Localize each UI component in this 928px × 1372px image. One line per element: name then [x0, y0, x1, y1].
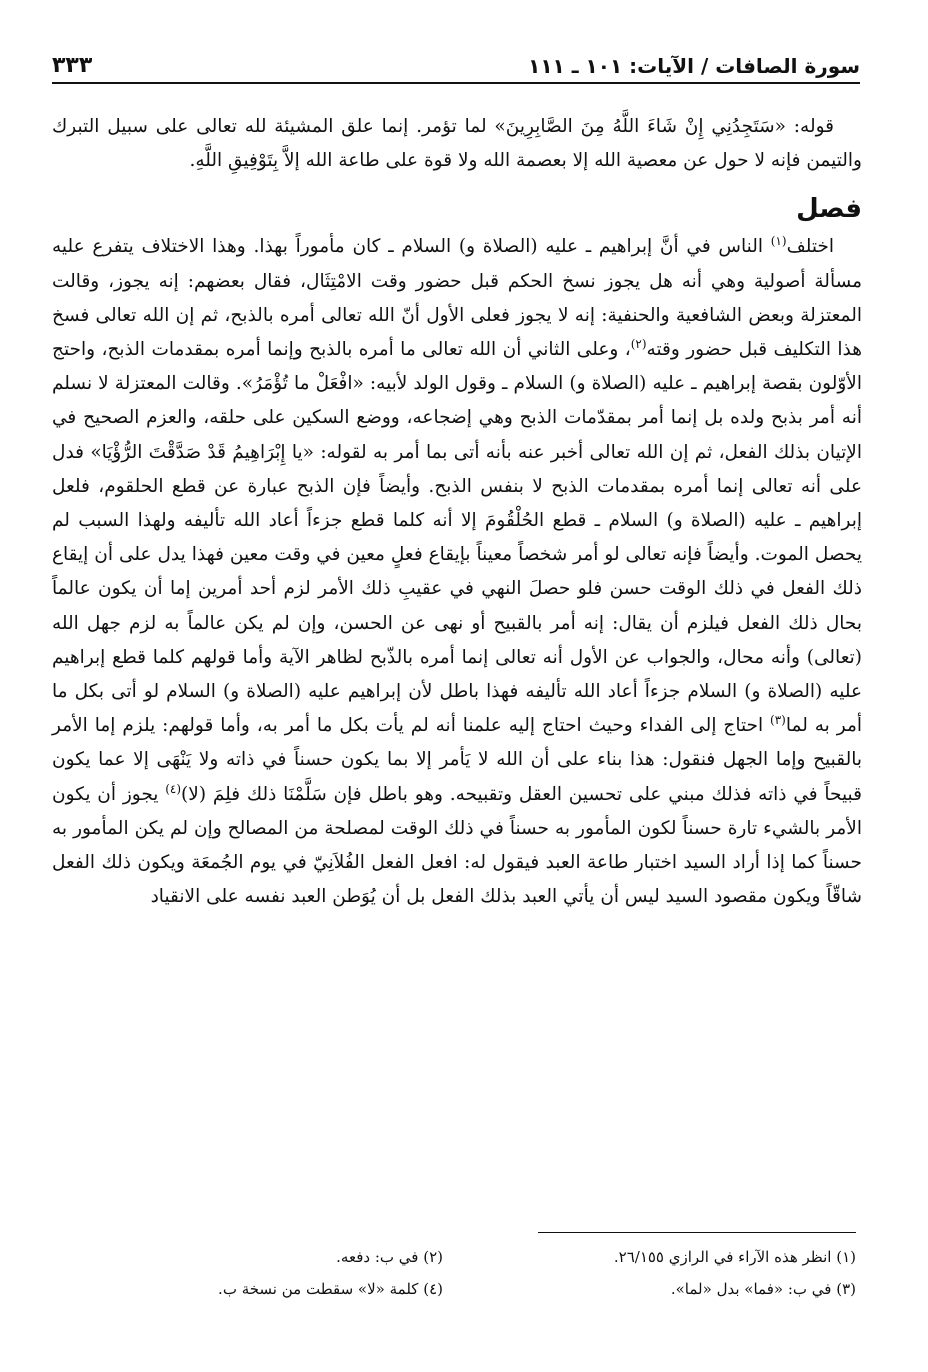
main-paragraph: [52, 230, 862, 914]
footnote-ref-3[interactable]: (٣): [770, 713, 786, 728]
intro-paragraph: قوله: «سَتَجِدُنِي إِنْ شَاءَ اللَّهُ مِنَ الصَّابِرِينَ» لما تؤمر. إنما علق المشيئة لله تعالى على سبيل التبرك والتيمن فإنه لا حول عن معصية الله إلا بعصمة الله ولا قوة على طاعة الله إلاَّ بِتَوْفِيقِ اللَّهِ.: [52, 116, 862, 172]
footnote-3: [483, 1276, 856, 1302]
footnote-text: في ب: «فما» بدل «لما».: [670, 1280, 832, 1298]
opening-word: اختلف: [786, 236, 834, 258]
paragraph-text-2: ، وعلى الثاني أن الله تعالى ما أمره بالذبح وإنما أمره بمقدمات الذبح، واحتج الأوّلون بقصة إبراهيم ـ عليه (الصلاة و) السلام ـ وقول الولد لأبيه: «افْعَلْ ما تُؤْمَرُ». وقالت المعتزلة لا نسلم أنه أمر بذبح ولده بل إنما أمر بمقدّمات الذبح وهي إضجاعه، ووضع السكين على حلقه، والعزم الصحيح في الإتيان بذلك الفعل، ثم إن الله تعالى أخبر عنه بأنه أتى بما أمر به لقوله: «يا إِبْرَاهِيمُ قَدْ صَدَّقْتَ الرُّؤْيَا» فدل على أنه تعالى إنما أمره بمقدمات الذبح لا بنفس الذبح. وأيضاً فإن الذبح عبارة عن قطع الحلقوم، فلعل إبراهيم ـ عليه (الصلاة و) السلام ـ قطع الحُلْقُومَ إلا أنه كلما قطع جزءاً أعاد الله تأليفه ولهذا السبب لم يحصل الموت. وأيضاً فإنه تعالى لو أمر شخصاً معيناً بإيقاع فعلٍ معين في وقت معين فهذا يدل على أن إيقاع ذلك الفعل في ذلك الوقت حسن فلو حصلَ النهي في عقيبِ ذلك الأمر لزم أحد أمرين إما أن يكون عالماً بحال ذلك الفعل فيلزم أن يقال: إنه أمر بالقبيح أو نهى عن الحسن، وإن لم يكن عالماً به لزم جهل الله (تعالى) وأنه محال، والجواب عن الأول أنه تعالى إنما أمره بالذّبح لظاهر الآية وأما قولهم كلما قطع إبراهيم عليه (الصلاة و) السلام جزءاً أعاد الله تأليفه فهذا باطل لأن إبراهيم عليه (الصلاة و) السلام لو أتى بكل ما أمر به لما: [52, 339, 862, 737]
footnote-text: في ب: دفعه.: [336, 1248, 419, 1266]
header-title: سورة الصافات / الآيات: ١٠١ ـ ١١١: [528, 54, 860, 78]
footnote-number: (٤): [423, 1280, 443, 1298]
page-number: ٣٣٣: [52, 53, 93, 78]
footnote-divider: [538, 1232, 856, 1233]
footnote-ref-2[interactable]: (٢): [630, 336, 647, 351]
footnote-number: (١): [836, 1248, 856, 1266]
footnote-text: انظر هذه الآراء في الرازي ٢٦/١٥٥.: [613, 1248, 832, 1266]
paragraph-text-4: يجوز أن يكون الأمر بالشيء تارة حسناً لكون المأمور به حسناً في ذلك الوقت لمصلحة من المصالح وإن لم يكن المأمور به حسناً كما إذا أراد السيد اختبار طاعة العبد فيقول له: افعل الفعل الفُلاَنِيّ في يوم الجُمعَة ويكون ذلك الفعل شاقّاً ويكون مقصود السيد ليس أن يأتي العبد بذلك الفعل بل أن يُوَطن العبد نفسه على الانقياد: [52, 783, 862, 908]
body-text: [52, 110, 862, 914]
footnote-ref-4[interactable]: (٤): [165, 781, 182, 796]
paragraph-text-3: احتاج إلى الفداء وحيث احتاج إليه علمنا أنه لم يأت بكل ما أمر به، وأما قولهم: يلزم إما الأمر بالقبيح وإما الجهل فنقول: هذا بناء على أن الله لا يَأمر إلا بما يكون حسناً في ذاته ولا يَنْهَى إلا عما يكون قبيحاً في ذاته فذلك مبني على تحسين العقل وتقبيحه. وهو باطل فإن سَلَّمْنَا ذلك فلِمَ (لا): [52, 715, 862, 805]
running-header: [52, 38, 860, 84]
footnote-2: [70, 1244, 443, 1270]
footnote-number: (٣): [836, 1280, 856, 1298]
footnote-ref-1[interactable]: (١): [770, 234, 787, 249]
section-heading: فصل: [796, 194, 862, 225]
paragraph-text-1: الناس في أنَّ إبراهيم ـ عليه (الصلاة و) السلام ـ كان مأموراً بهذا. وهذا الاختلاف يتفرع عليه مسألة أصولية وهي أنه هل يجوز نسخ الحكم قبل حضور وقت الامْتِثَال، فقال بعضهم: إنه يجوز، وقالت المعتزلة وبعض الشافعية والحنفية: إنه لا يجوز فعلى الأول أنّ الله تعالى أمره بالذبح، ثم إن الله تعالى فسخ هذا التكليف قبل حضور وقته: [52, 236, 862, 361]
footnote-text: كلمة «لا» سقطت من نسخة ب.: [218, 1280, 419, 1298]
footnote-4: [70, 1276, 443, 1302]
footnotes: [70, 1244, 856, 1302]
footnote-1: [483, 1244, 856, 1270]
footnote-number: (٢): [423, 1248, 443, 1266]
